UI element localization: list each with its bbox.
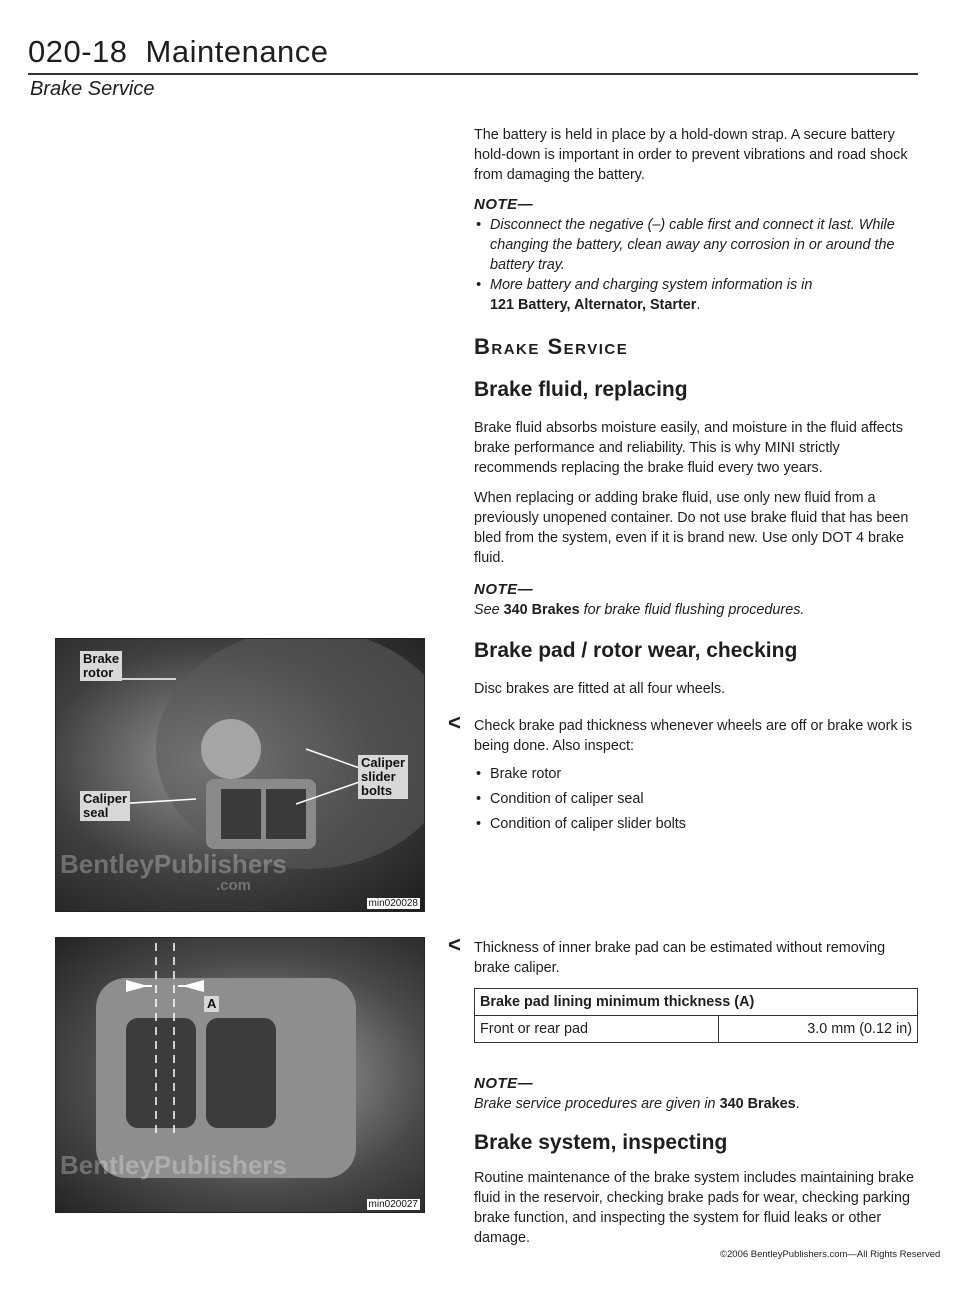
triangle-left-icon: <	[448, 710, 461, 735]
section-subtitle: Brake Service	[30, 78, 155, 100]
note-see: See	[474, 602, 500, 618]
triangle-left-icon: <	[448, 932, 461, 957]
pad-check-block	[474, 716, 920, 834]
watermark: BentleyPublishers	[60, 1150, 287, 1180]
watermark-sub: .com	[216, 877, 252, 894]
label-brake-rotor: Brake rotor	[80, 651, 122, 681]
inspect-list	[474, 764, 920, 834]
list-item: • Condition of caliper seal	[474, 789, 920, 809]
pad-wear-heading: Brake pad / rotor wear, checking	[474, 639, 798, 662]
caliper-photo	[55, 638, 425, 912]
table-cell-label: Front or rear pad	[475, 1016, 719, 1043]
note-reference: 121 Battery, Alternator, Starter	[490, 297, 697, 313]
image-id: min020027	[368, 1199, 418, 1210]
table-row	[475, 1016, 918, 1043]
pad-thickness-photo	[55, 937, 425, 1213]
thickness-text: Thickness of inner brake pad can be estimated without removing brake caliper.	[474, 940, 886, 976]
section-heading: Brake Service	[474, 334, 629, 359]
battery-block	[474, 125, 920, 315]
watermark: BentleyPublishers	[60, 849, 287, 879]
note-label: NOTE—	[474, 1075, 534, 1092]
note-label: NOTE—	[474, 581, 534, 598]
table-header-row	[475, 989, 918, 1016]
image-id: min020028	[368, 898, 418, 909]
service-note-block	[474, 1074, 920, 1114]
note-reference-end: .	[696, 297, 701, 313]
battery-intro: The battery is held in place by a hold-down strap. A secure battery hold-down is important in order to prevent vibrations and road shock from damaging the battery.	[474, 127, 908, 183]
label-caliper-seal: Caliper seal	[80, 791, 130, 821]
label-caliper-slider-bolts: Caliper slider bolts	[358, 755, 408, 799]
note-label: NOTE—	[474, 196, 534, 213]
page-code: 020-18	[28, 34, 128, 69]
spec-table	[474, 988, 918, 1043]
table-header: Brake pad lining minimum thickness (A)	[475, 989, 918, 1016]
chapter-title: Maintenance	[145, 34, 329, 69]
inspect-heading: Brake system, inspecting	[474, 1131, 728, 1154]
note-rest: for brake fluid flushing procedures.	[583, 602, 805, 618]
note-item: • Disconnect the negative (–) cable first and connect it last. While changing the battery, clean away any corrosion in or around the battery tray.	[474, 215, 920, 275]
fluid-paragraph: When replacing or adding brake fluid, use only new fluid from a previously unopened container. Do not use brake fluid that has been bled from the system, even if it is brand new. Use only DOT 4 brake fluid.	[474, 490, 909, 566]
list-item: • Brake rotor	[474, 764, 920, 784]
note-item-text: More battery and charging system information is in	[490, 277, 813, 293]
note-text: Brake service procedures are given in	[474, 1096, 716, 1112]
fluid-note	[474, 600, 920, 620]
header-rule	[28, 73, 918, 75]
note-reference: 340 Brakes	[503, 602, 580, 618]
battery-note-list	[474, 215, 920, 315]
note-reference: 340 Brakes	[719, 1096, 796, 1112]
copyright: ©2006 BentleyPublishers.com—All Rights Reserved	[720, 1249, 941, 1260]
fluid-block	[474, 418, 920, 620]
list-item: • Condition of caliper slider bolts	[474, 814, 920, 834]
fluid-heading: Brake fluid, replacing	[474, 378, 688, 401]
service-note	[474, 1094, 920, 1114]
check-text: Check brake pad thickness whenever wheels are off or brake work is being done. Also inspect:	[474, 718, 913, 754]
note-end: .	[795, 1096, 800, 1112]
label-a: A	[204, 996, 219, 1012]
page-title	[28, 34, 329, 70]
note-item	[474, 275, 920, 315]
inspect-text: Routine maintenance of the brake system includes maintaining brake fluid in the reservoir, checking brake pads for wear, checking parking brake function, and inspecting the system for fluid leaks or other damage.	[474, 1170, 914, 1246]
table-cell-value: 3.0 mm (0.12 in)	[718, 1016, 917, 1043]
pad-wear-intro: Disc brakes are fitted at all four wheels.	[474, 681, 726, 697]
fluid-paragraph: Brake fluid absorbs moisture easily, and moisture in the fluid affects brake performance and reliability. This is why MINI strictly recommends replacing the brake fluid every two years.	[474, 420, 903, 476]
